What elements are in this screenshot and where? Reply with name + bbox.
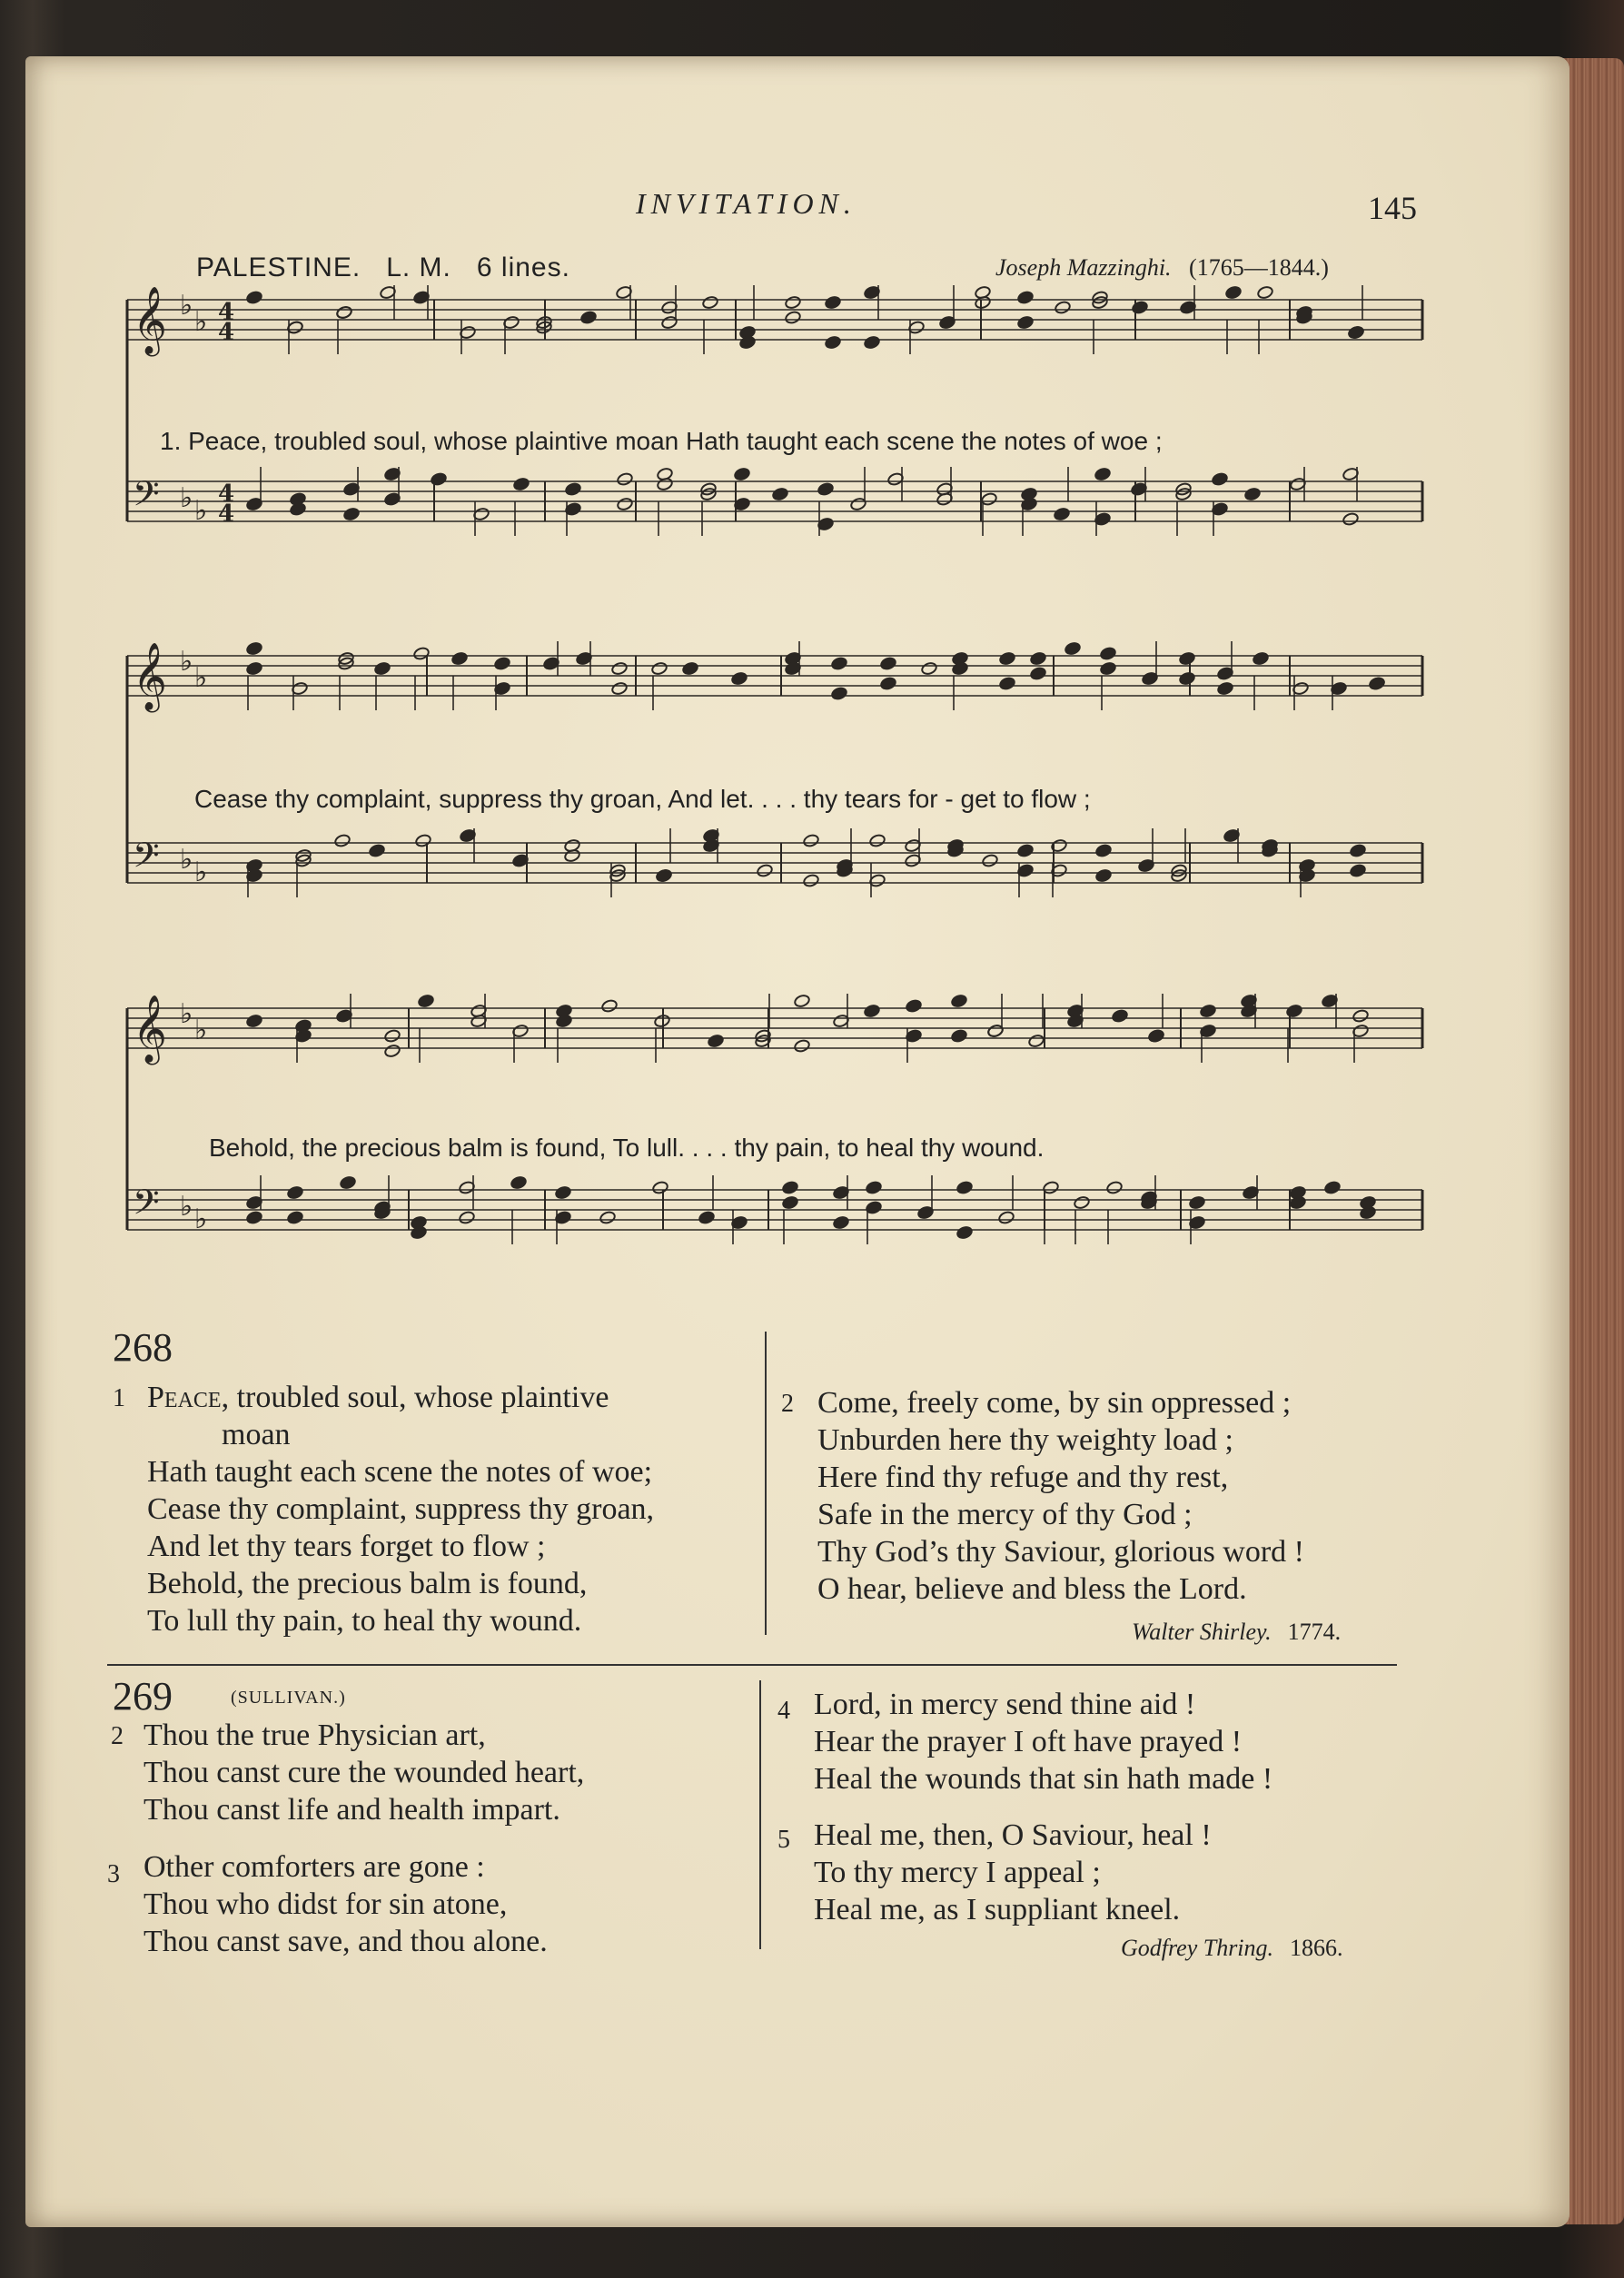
verse-line: Heal the wounds that sin hath made !	[814, 1762, 1273, 1796]
verse-line: Hath taught each scene the notes of woe;	[147, 1455, 653, 1489]
verse-number: 1	[113, 1384, 125, 1412]
hymn-number-269: 269	[113, 1674, 173, 1718]
note-head	[451, 651, 469, 666]
note-head	[1352, 1009, 1370, 1024]
verse-number: 2	[111, 1722, 124, 1750]
page-number: 145	[1368, 190, 1417, 226]
column-divider	[765, 1332, 767, 1635]
page-header: INVITATION.	[636, 187, 857, 220]
verse-line: Thou who didst for sin atone,	[144, 1887, 508, 1921]
time-signature: 4	[218, 500, 235, 528]
verse-line: Thou canst life and health impart.	[144, 1793, 560, 1827]
note-head	[1106, 1181, 1124, 1195]
verse-line: Come, freely come, by sin oppressed ;	[817, 1386, 1292, 1420]
note-head	[825, 335, 842, 350]
time-signature: 4	[218, 319, 235, 346]
verse-line: Cease thy complaint, suppress thy groan,	[147, 1492, 655, 1526]
note-head	[1369, 677, 1386, 691]
flat-sign: ♭	[180, 482, 193, 514]
note-head	[334, 834, 352, 848]
note-head	[565, 482, 582, 497]
bass-clef: 𝄢	[133, 1182, 160, 1231]
note-head	[1189, 1195, 1206, 1210]
note-head	[617, 472, 634, 487]
note-head	[1179, 671, 1196, 686]
note-head	[825, 295, 842, 310]
verse-line: Heal me, as I suppliant kneel.	[814, 1893, 1181, 1926]
note-head	[831, 657, 848, 671]
note-head	[1212, 472, 1229, 487]
treble-clef: 𝄞	[133, 643, 167, 710]
note-head	[999, 677, 1016, 691]
note-head	[494, 657, 511, 671]
verse-number: 4	[777, 1697, 790, 1725]
note-head	[246, 1211, 263, 1225]
note-head	[287, 1185, 304, 1200]
note-head	[956, 1225, 974, 1240]
note-head	[1225, 285, 1243, 300]
column-divider	[759, 1680, 761, 1949]
verse-line: Behold, the precious balm is found,	[147, 1567, 588, 1600]
flat-sign: ♭	[180, 1191, 193, 1223]
note-head	[418, 994, 435, 1008]
note-head	[374, 661, 391, 676]
note-head	[415, 834, 432, 848]
note-head	[1179, 651, 1196, 666]
tune-meter: L. M.	[386, 253, 451, 282]
verse-line: moan	[222, 1418, 291, 1451]
note-head	[772, 487, 789, 501]
note-head	[817, 482, 835, 497]
note-head	[651, 661, 668, 676]
verse-first-word: Peace,	[147, 1381, 230, 1414]
flat-sign: ♭	[180, 844, 193, 876]
verse-number: 3	[107, 1860, 120, 1888]
note-head	[906, 999, 923, 1014]
note-head	[246, 1014, 263, 1028]
note-head	[982, 854, 999, 868]
note-head	[369, 844, 386, 858]
note-head	[656, 868, 673, 883]
note-head	[1200, 1004, 1217, 1018]
verse-line: Unburden here thy weighty load ;	[817, 1423, 1233, 1457]
note-head	[831, 687, 848, 701]
tune-name: PALESTINE.	[196, 253, 361, 282]
note-head	[1095, 868, 1113, 883]
treble-clef: 𝄞	[133, 287, 167, 354]
tune-lines: 6 lines.	[476, 253, 570, 282]
note-head	[1348, 325, 1365, 340]
note-head	[340, 1175, 357, 1190]
note-head	[1065, 641, 1082, 656]
note-head	[1017, 315, 1035, 330]
note-head	[731, 671, 748, 686]
flat-sign: ♭	[194, 1015, 208, 1046]
note-head	[803, 874, 820, 888]
verse-line: Other comforters are gone :	[144, 1850, 485, 1884]
verse-line: To thy mercy I appeal ;	[814, 1856, 1101, 1889]
note-head	[555, 1185, 572, 1200]
bass-clef: 𝄢	[133, 835, 160, 884]
note-head	[702, 295, 719, 310]
note-head	[384, 1044, 401, 1058]
verse-line: Thou the true Physician art,	[144, 1718, 486, 1752]
verse-line: Hear the prayer I oft have prayed !	[814, 1725, 1243, 1758]
note-head	[708, 1034, 725, 1048]
note-head	[513, 477, 530, 491]
note-head	[785, 311, 802, 325]
note-head	[336, 305, 353, 320]
verse-line: Peace, troubled soul, whose plaintive	[147, 1381, 609, 1414]
note-head	[617, 497, 634, 511]
note-head	[757, 864, 774, 878]
note-head	[246, 641, 263, 656]
author: Walter Shirley.	[1132, 1619, 1272, 1645]
note-head	[652, 1181, 669, 1195]
note-head	[1253, 651, 1270, 666]
verse-line: Thou canst cure the wounded heart,	[144, 1756, 585, 1789]
verse-line: O hear, believe and bless the Lord.	[817, 1572, 1247, 1606]
tune-note: (SULLIVAN.)	[231, 1688, 346, 1708]
composer-name: Joseph Mazzinghi.	[995, 254, 1172, 281]
note-head	[1324, 1181, 1342, 1195]
note-head	[833, 1215, 850, 1230]
attribution	[1121, 1935, 1343, 1962]
note-head	[246, 661, 263, 676]
flat-sign: ♭	[180, 290, 193, 322]
verse-number: 5	[777, 1826, 790, 1854]
note-head	[1350, 864, 1367, 878]
note-head	[998, 1211, 1015, 1225]
note-head	[794, 1039, 811, 1054]
note-head	[601, 999, 619, 1014]
note-head	[921, 661, 938, 676]
note-head	[580, 311, 598, 325]
note-head	[803, 834, 820, 848]
attribution	[1132, 1619, 1341, 1646]
note-head	[1094, 467, 1112, 481]
flat-sign: ♭	[180, 998, 193, 1030]
note-head	[343, 507, 361, 521]
note-head	[1286, 1004, 1303, 1018]
note-head	[951, 994, 968, 1008]
note-head	[999, 651, 1016, 666]
verse-line: Lord, in mercy send thine aid !	[814, 1688, 1196, 1721]
note-head	[1112, 1009, 1129, 1024]
year: 1774.	[1287, 1619, 1342, 1645]
flat-sign: ♭	[180, 646, 193, 678]
note-head	[951, 1029, 968, 1044]
note-head	[1100, 661, 1117, 676]
verse-line: Thy God’s thy Saviour, glorious word !	[817, 1535, 1304, 1569]
note-head	[1017, 291, 1035, 305]
bass-clef: 𝄢	[133, 473, 160, 522]
flat-sign: ♭	[194, 857, 208, 888]
note-head	[1148, 1029, 1165, 1044]
note-head	[698, 1211, 716, 1225]
note-head	[1342, 512, 1360, 527]
verse-line: And let thy tears forget to flow ;	[147, 1530, 546, 1563]
time-signature: 4	[218, 480, 235, 508]
note-head	[1030, 651, 1047, 666]
note-head	[782, 1195, 799, 1210]
flat-sign: ♭	[194, 495, 208, 527]
note-head	[782, 1181, 799, 1195]
note-head	[1350, 844, 1367, 858]
note-head	[459, 1211, 476, 1225]
note-head	[1074, 1195, 1091, 1210]
lyric-line-1: 1. Peace, troubled soul, whose plaintive moan Hath taught each scene the notes of woe ;	[160, 427, 1163, 455]
note-head	[864, 1004, 881, 1018]
lyric-line-2: Cease thy complaint, suppress thy groan, And let. . . . thy tears for - get to flow ;	[194, 785, 1091, 813]
note-head	[431, 472, 448, 487]
note-head	[864, 335, 881, 350]
note-head	[510, 1175, 528, 1190]
note-head	[611, 681, 629, 696]
note-head	[1244, 487, 1262, 501]
lyric-line-3: Behold, the precious balm is found, To lull. . . . thy pain, to heal thy wound.	[209, 1134, 1045, 1162]
note-head	[287, 1211, 304, 1225]
note-head	[1017, 844, 1035, 858]
note-head	[1054, 507, 1071, 521]
flat-sign: ♭	[194, 662, 208, 694]
note-head	[880, 677, 897, 691]
note-head	[1100, 647, 1117, 661]
verse-line: Heal me, then, O Saviour, heal !	[814, 1818, 1212, 1852]
section-rule	[107, 1664, 1397, 1666]
verse-line: Thou canst save, and thou alone.	[144, 1925, 548, 1958]
note-head	[880, 657, 897, 671]
author: Godfrey Thring.	[1121, 1935, 1274, 1961]
note-head	[785, 295, 802, 310]
note-head	[1095, 844, 1113, 858]
time-signature: 4	[218, 299, 235, 326]
flat-sign: ♭	[194, 306, 208, 338]
note-head	[956, 1181, 974, 1195]
composer-dates: (1765—1844.)	[1189, 254, 1329, 281]
verse-line: To lull thy pain, to heal thy wound.	[147, 1604, 582, 1638]
note-head	[384, 1029, 401, 1044]
note-head	[1132, 301, 1149, 315]
note-head	[1257, 285, 1274, 300]
note-head	[866, 1181, 883, 1195]
note-head	[599, 1211, 617, 1225]
note-head	[794, 994, 811, 1008]
note-head	[1055, 301, 1072, 315]
note-head	[611, 661, 629, 676]
note-head	[869, 834, 886, 848]
note-head	[1030, 667, 1047, 681]
note-head	[1028, 1034, 1045, 1048]
flat-sign: ♭	[194, 1203, 208, 1235]
verse-line: Safe in the mercy of thy God ;	[817, 1498, 1193, 1531]
note-head	[1217, 681, 1234, 696]
note-head	[734, 467, 751, 481]
note-head	[682, 661, 699, 676]
treble-clef: 𝄞	[133, 995, 167, 1063]
year: 1866.	[1290, 1935, 1343, 1961]
note-head	[246, 291, 263, 305]
verse-line: Here find thy refuge and thy rest,	[817, 1461, 1229, 1494]
hymn-number-268: 268	[113, 1325, 173, 1370]
verse-number: 2	[781, 1390, 794, 1418]
